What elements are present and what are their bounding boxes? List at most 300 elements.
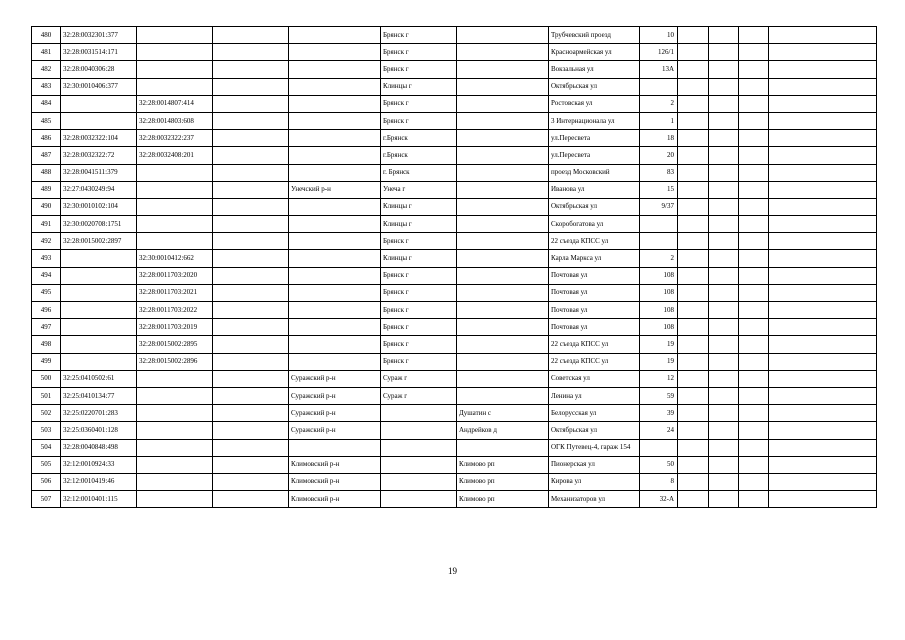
empty-cell: [769, 27, 877, 44]
cadastral-number-cell: 32:28:0032301:377: [61, 27, 137, 44]
empty-cell: [213, 27, 289, 44]
row-number-cell: 495: [32, 284, 61, 301]
empty-cell: [769, 491, 877, 508]
table-row: [32, 198, 877, 215]
empty-cell: [678, 370, 709, 387]
settlement-cell: [457, 250, 549, 267]
cadastral-number-cell: [61, 112, 137, 129]
empty-cell: [739, 198, 769, 215]
district-cell: [289, 284, 381, 301]
house-number-cell: [640, 78, 678, 95]
district-cell: Суражский р-н: [289, 370, 381, 387]
city-cell: Клинцы г: [381, 78, 457, 95]
settlement-cell: Климово рп: [457, 491, 549, 508]
table-row: [32, 387, 877, 404]
empty-cell: [678, 164, 709, 181]
empty-cell: [678, 130, 709, 147]
cadastral-number-2-cell: [137, 387, 213, 404]
city-cell: [381, 473, 457, 490]
table-row: [32, 284, 877, 301]
empty-cell: [709, 405, 739, 422]
settlement-cell: [457, 61, 549, 78]
house-number-cell: 12: [640, 370, 678, 387]
city-cell: г.Брянск: [381, 147, 457, 164]
district-cell: [289, 112, 381, 129]
empty-cell: [769, 336, 877, 353]
empty-cell: [739, 130, 769, 147]
table-row: [32, 78, 877, 95]
table-row: [32, 44, 877, 61]
empty-cell: [739, 147, 769, 164]
district-cell: [289, 198, 381, 215]
cadastral-number-2-cell: [137, 370, 213, 387]
empty-cell: [769, 387, 877, 404]
settlement-cell: [457, 284, 549, 301]
street-cell: Иванова ул: [549, 181, 640, 198]
empty-cell: [213, 439, 289, 456]
empty-cell: [678, 473, 709, 490]
city-cell: Сураж г: [381, 387, 457, 404]
settlement-cell: [457, 130, 549, 147]
empty-cell: [678, 456, 709, 473]
empty-cell: [213, 250, 289, 267]
row-number-cell: 500: [32, 370, 61, 387]
table-row: [32, 233, 877, 250]
cadastral-number-cell: 32:25:0360401:128: [61, 422, 137, 439]
empty-cell: [213, 473, 289, 490]
settlement-cell: [457, 233, 549, 250]
row-number-cell: 488: [32, 164, 61, 181]
settlement-cell: [457, 370, 549, 387]
city-cell: Брянск г: [381, 319, 457, 336]
empty-cell: [709, 267, 739, 284]
row-number-cell: 497: [32, 319, 61, 336]
empty-cell: [678, 27, 709, 44]
city-cell: Клинцы г: [381, 250, 457, 267]
empty-cell: [678, 250, 709, 267]
district-cell: Суражский р-н: [289, 387, 381, 404]
cadastral-number-2-cell: [137, 27, 213, 44]
street-cell: Ленина ул: [549, 387, 640, 404]
empty-cell: [709, 422, 739, 439]
city-cell: Брянск г: [381, 112, 457, 129]
empty-cell: [769, 319, 877, 336]
empty-cell: [213, 147, 289, 164]
empty-cell: [769, 284, 877, 301]
empty-cell: [709, 319, 739, 336]
street-cell: ул.Пересвета: [549, 130, 640, 147]
settlement-cell: [457, 353, 549, 370]
empty-cell: [739, 491, 769, 508]
empty-cell: [213, 422, 289, 439]
empty-cell: [739, 422, 769, 439]
empty-cell: [709, 456, 739, 473]
empty-cell: [769, 233, 877, 250]
row-number-cell: 484: [32, 95, 61, 112]
settlement-cell: [457, 44, 549, 61]
empty-cell: [739, 95, 769, 112]
cadastral-number-cell: [61, 284, 137, 301]
table-row: [32, 353, 877, 370]
row-number-cell: 506: [32, 473, 61, 490]
empty-cell: [739, 302, 769, 319]
empty-cell: [213, 130, 289, 147]
street-cell: Скоробогатова ул: [549, 216, 640, 233]
district-cell: Суражский р-н: [289, 405, 381, 422]
settlement-cell: [457, 319, 549, 336]
district-cell: [289, 216, 381, 233]
empty-cell: [709, 61, 739, 78]
empty-cell: [739, 181, 769, 198]
table-body: [32, 27, 877, 508]
city-cell: г. Брянск: [381, 164, 457, 181]
empty-cell: [739, 250, 769, 267]
empty-cell: [739, 216, 769, 233]
city-cell: Брянск г: [381, 336, 457, 353]
empty-cell: [739, 336, 769, 353]
row-number-cell: 485: [32, 112, 61, 129]
district-cell: [289, 95, 381, 112]
cadastral-number-2-cell: [137, 405, 213, 422]
cadastral-number-cell: 32:28:0015002:2897: [61, 233, 137, 250]
house-number-cell: 108: [640, 284, 678, 301]
empty-cell: [213, 387, 289, 404]
empty-cell: [709, 216, 739, 233]
district-cell: [289, 130, 381, 147]
cadastral-number-cell: [61, 267, 137, 284]
city-cell: Брянск г: [381, 95, 457, 112]
street-cell: Октябрьская ул: [549, 422, 640, 439]
street-cell: Вокзальная ул: [549, 61, 640, 78]
house-number-cell: 39: [640, 405, 678, 422]
empty-cell: [769, 353, 877, 370]
settlement-cell: [457, 216, 549, 233]
empty-cell: [739, 319, 769, 336]
empty-cell: [769, 78, 877, 95]
empty-cell: [213, 267, 289, 284]
street-cell: Механизаторов ул: [549, 491, 640, 508]
district-cell: [289, 78, 381, 95]
house-number-cell: [640, 216, 678, 233]
house-number-cell: 24: [640, 422, 678, 439]
cadastral-number-cell: [61, 302, 137, 319]
row-number-cell: 483: [32, 78, 61, 95]
empty-cell: [709, 302, 739, 319]
district-cell: Климовский р-н: [289, 456, 381, 473]
cadastral-number-2-cell: 32:28:0011703:2020: [137, 267, 213, 284]
empty-cell: [709, 233, 739, 250]
street-cell: проезд Московский: [549, 164, 640, 181]
empty-cell: [213, 302, 289, 319]
row-number-cell: 490: [32, 198, 61, 215]
row-number-cell: 498: [32, 336, 61, 353]
table-row: [32, 181, 877, 198]
street-cell: Почтовая ул: [549, 267, 640, 284]
empty-cell: [739, 78, 769, 95]
house-number-cell: 13А: [640, 61, 678, 78]
district-cell: [289, 267, 381, 284]
cadastral-number-cell: 32:30:0020708:1751: [61, 216, 137, 233]
empty-cell: [709, 181, 739, 198]
empty-cell: [739, 164, 769, 181]
cadastral-number-2-cell: 32:28:0032408:201: [137, 147, 213, 164]
cadastral-number-2-cell: [137, 44, 213, 61]
cadastral-number-cell: [61, 353, 137, 370]
empty-cell: [678, 284, 709, 301]
empty-cell: [678, 44, 709, 61]
cadastral-number-cell: 32:25:0220701:283: [61, 405, 137, 422]
empty-cell: [213, 456, 289, 473]
settlement-cell: Климово рп: [457, 456, 549, 473]
settlement-cell: [457, 387, 549, 404]
row-number-cell: 481: [32, 44, 61, 61]
row-number-cell: 494: [32, 267, 61, 284]
empty-cell: [769, 405, 877, 422]
street-cell: 3 Интернационала ул: [549, 112, 640, 129]
empty-cell: [678, 405, 709, 422]
city-cell: [381, 439, 457, 456]
row-number-cell: 491: [32, 216, 61, 233]
empty-cell: [709, 78, 739, 95]
house-number-cell: 10: [640, 27, 678, 44]
settlement-cell: Андрейков д: [457, 422, 549, 439]
cadastral-number-2-cell: [137, 422, 213, 439]
cadastral-number-cell: [61, 319, 137, 336]
table-row: [32, 456, 877, 473]
district-cell: Климовский р-н: [289, 491, 381, 508]
house-number-cell: 108: [640, 302, 678, 319]
empty-cell: [213, 95, 289, 112]
empty-cell: [769, 112, 877, 129]
city-cell: Сураж г: [381, 370, 457, 387]
house-number-cell: 8: [640, 473, 678, 490]
empty-cell: [739, 61, 769, 78]
table-row: [32, 267, 877, 284]
street-cell: Белорусская ул: [549, 405, 640, 422]
empty-cell: [739, 370, 769, 387]
row-number-cell: 504: [32, 439, 61, 456]
empty-cell: [213, 405, 289, 422]
district-cell: [289, 353, 381, 370]
empty-cell: [709, 95, 739, 112]
empty-cell: [678, 233, 709, 250]
street-cell: Пионерская ул: [549, 456, 640, 473]
house-number-cell: 32-А: [640, 491, 678, 508]
settlement-cell: [457, 267, 549, 284]
empty-cell: [769, 250, 877, 267]
empty-cell: [739, 284, 769, 301]
district-cell: [289, 302, 381, 319]
cadastral-number-2-cell: 32:28:0011703:2022: [137, 302, 213, 319]
street-cell: ул.Пересвета: [549, 147, 640, 164]
empty-cell: [769, 130, 877, 147]
street-cell: Почтовая ул: [549, 284, 640, 301]
empty-cell: [213, 319, 289, 336]
house-number-cell: 1: [640, 112, 678, 129]
empty-cell: [678, 387, 709, 404]
city-cell: [381, 422, 457, 439]
settlement-cell: [457, 336, 549, 353]
empty-cell: [739, 387, 769, 404]
empty-cell: [213, 112, 289, 129]
district-cell: [289, 250, 381, 267]
cadastral-number-cell: 32:30:0010406:377: [61, 78, 137, 95]
row-number-cell: 480: [32, 27, 61, 44]
empty-cell: [739, 353, 769, 370]
city-cell: г.Брянск: [381, 130, 457, 147]
house-number-cell: 15: [640, 181, 678, 198]
empty-cell: [678, 198, 709, 215]
row-number-cell: 502: [32, 405, 61, 422]
settlement-cell: Душатин с: [457, 405, 549, 422]
empty-cell: [709, 27, 739, 44]
empty-cell: [678, 78, 709, 95]
empty-cell: [709, 284, 739, 301]
house-number-cell: 19: [640, 336, 678, 353]
empty-cell: [213, 233, 289, 250]
cadastral-number-2-cell: 32:28:0015002:2895: [137, 336, 213, 353]
district-cell: [289, 233, 381, 250]
empty-cell: [769, 473, 877, 490]
empty-cell: [213, 353, 289, 370]
city-cell: [381, 405, 457, 422]
empty-cell: [709, 491, 739, 508]
row-number-cell: 499: [32, 353, 61, 370]
district-cell: Суражский р-н: [289, 422, 381, 439]
city-cell: Брянск г: [381, 267, 457, 284]
settlement-cell: [457, 112, 549, 129]
district-cell: [289, 61, 381, 78]
street-cell: Почтовая ул: [549, 319, 640, 336]
empty-cell: [709, 370, 739, 387]
row-number-cell: 493: [32, 250, 61, 267]
empty-cell: [678, 181, 709, 198]
empty-cell: [709, 130, 739, 147]
table-row: [32, 370, 877, 387]
cadastral-number-cell: 32:27:0430249:94: [61, 181, 137, 198]
row-number-cell: 489: [32, 181, 61, 198]
empty-cell: [769, 61, 877, 78]
house-number-cell: 83: [640, 164, 678, 181]
empty-cell: [709, 112, 739, 129]
district-cell: [289, 319, 381, 336]
empty-cell: [739, 456, 769, 473]
table-row: [32, 164, 877, 181]
empty-cell: [739, 267, 769, 284]
house-number-cell: 19: [640, 353, 678, 370]
cadastral-number-2-cell: [137, 439, 213, 456]
empty-cell: [769, 181, 877, 198]
city-cell: Брянск г: [381, 233, 457, 250]
cadastral-number-2-cell: [137, 473, 213, 490]
empty-cell: [739, 439, 769, 456]
street-cell: Почтовая ул: [549, 302, 640, 319]
cadastral-number-2-cell: 32:28:0015002:2896: [137, 353, 213, 370]
district-cell: [289, 147, 381, 164]
settlement-cell: [457, 198, 549, 215]
table-row: [32, 250, 877, 267]
empty-cell: [769, 456, 877, 473]
row-number-cell: 487: [32, 147, 61, 164]
city-cell: Брянск г: [381, 27, 457, 44]
settlement-cell: [457, 164, 549, 181]
cadastral-number-cell: [61, 250, 137, 267]
district-cell: [289, 44, 381, 61]
house-number-cell: 20: [640, 147, 678, 164]
cadastral-number-2-cell: 32:28:0011703:2021: [137, 284, 213, 301]
cadastral-number-2-cell: [137, 181, 213, 198]
table-row: [32, 336, 877, 353]
city-cell: [381, 456, 457, 473]
settlement-cell: Климово рп: [457, 473, 549, 490]
house-number-cell: 126/1: [640, 44, 678, 61]
empty-cell: [769, 164, 877, 181]
city-cell: Брянск г: [381, 44, 457, 61]
empty-cell: [678, 319, 709, 336]
empty-cell: [678, 439, 709, 456]
empty-cell: [678, 267, 709, 284]
cadastral-number-cell: 32:12:0010924:33: [61, 456, 137, 473]
table-row: [32, 473, 877, 490]
empty-cell: [769, 422, 877, 439]
cadastral-number-2-cell: [137, 78, 213, 95]
empty-cell: [213, 336, 289, 353]
street-cell: ОГК Путевец-4, гараж 154: [549, 439, 640, 456]
row-number-cell: 501: [32, 387, 61, 404]
settlement-cell: [457, 147, 549, 164]
city-cell: Брянск г: [381, 353, 457, 370]
empty-cell: [678, 95, 709, 112]
empty-cell: [213, 284, 289, 301]
house-number-cell: [640, 439, 678, 456]
empty-cell: [769, 44, 877, 61]
empty-cell: [739, 44, 769, 61]
empty-cell: [678, 216, 709, 233]
empty-cell: [709, 387, 739, 404]
cadastral-number-2-cell: 32:28:0014807:414: [137, 95, 213, 112]
house-number-cell: 2: [640, 250, 678, 267]
cadastral-number-2-cell: [137, 61, 213, 78]
cadastral-number-2-cell: 32:30:0010412:662: [137, 250, 213, 267]
cadastral-number-cell: 32:25:0410134:77: [61, 387, 137, 404]
empty-cell: [769, 147, 877, 164]
row-number-cell: 492: [32, 233, 61, 250]
empty-cell: [769, 370, 877, 387]
city-cell: Клинцы г: [381, 198, 457, 215]
empty-cell: [709, 353, 739, 370]
district-cell: Унечский р-н: [289, 181, 381, 198]
empty-cell: [709, 250, 739, 267]
cadastral-number-2-cell: [137, 198, 213, 215]
street-cell: Трубчевский проезд: [549, 27, 640, 44]
table-row: [32, 147, 877, 164]
empty-cell: [709, 147, 739, 164]
empty-cell: [213, 216, 289, 233]
empty-cell: [739, 233, 769, 250]
house-number-cell: [640, 233, 678, 250]
street-cell: Октябрьская ул: [549, 78, 640, 95]
empty-cell: [739, 112, 769, 129]
empty-cell: [709, 439, 739, 456]
cadastral-number-cell: 32:12:0010401:115: [61, 491, 137, 508]
street-cell: Октябрьская ул: [549, 198, 640, 215]
district-cell: [289, 164, 381, 181]
table-row: [32, 112, 877, 129]
empty-cell: [709, 336, 739, 353]
cadastral-number-cell: 32:25:0410502:61: [61, 370, 137, 387]
cadastral-number-cell: 32:28:0040306:28: [61, 61, 137, 78]
empty-cell: [739, 473, 769, 490]
